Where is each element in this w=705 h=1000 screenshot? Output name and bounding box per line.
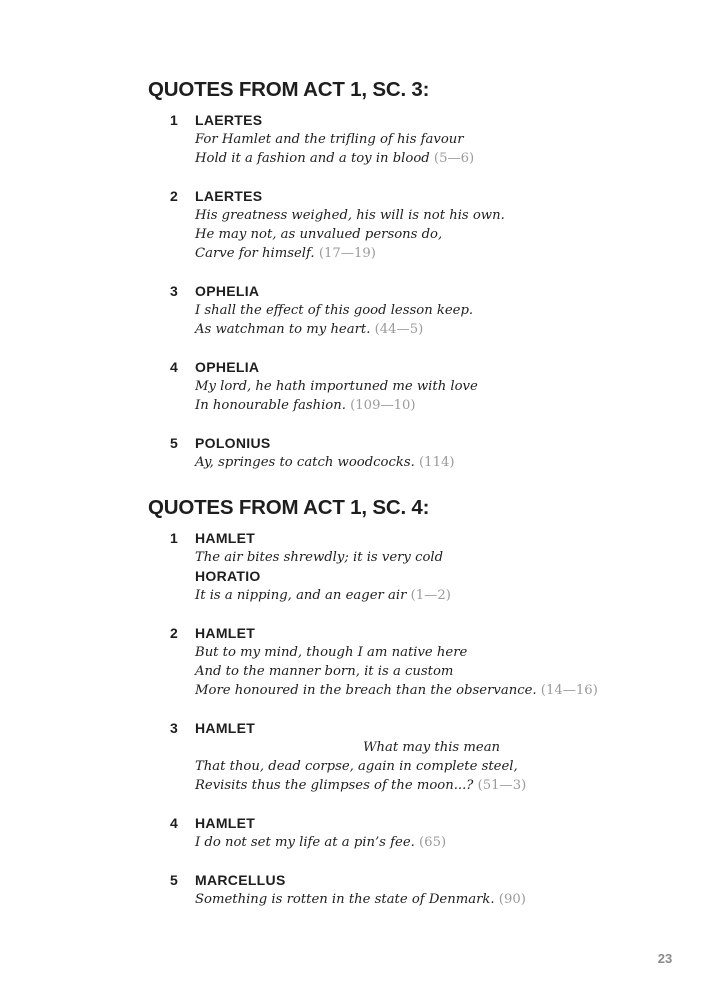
quote-text: I do not set my life at a pin’s fee. (195, 835, 415, 850)
speaker-name: HAMLET (195, 530, 256, 546)
line-reference: (17—19) (318, 246, 376, 261)
quote-line (195, 453, 668, 472)
quote-line (195, 130, 668, 149)
quote-item (148, 282, 668, 339)
quote-item (148, 111, 668, 168)
quote-line (195, 738, 668, 757)
quote-line (195, 320, 668, 339)
speaker-name: OPHELIA (195, 283, 260, 299)
line-reference: (51—3) (477, 778, 527, 793)
line-reference: (114) (419, 455, 455, 470)
quote-item (148, 434, 668, 472)
quote-line (195, 757, 668, 776)
quote-text: What may this mean (363, 740, 501, 755)
speaker-name: OPHELIA (195, 359, 260, 375)
quote-text: As watchman to my heart. (195, 322, 371, 337)
quote-item (148, 719, 668, 795)
speaker-name: HAMLET (195, 815, 256, 831)
quote-line (195, 301, 668, 320)
quote-text: Carve for himself. (195, 246, 315, 261)
quote-number: 4 (170, 815, 178, 831)
line-reference: (109—10) (350, 398, 416, 413)
quote-item (148, 358, 668, 415)
speaker-name: HORATIO (195, 568, 261, 584)
quote-text: And to the manner born, it is a custom (195, 664, 454, 679)
section-act1-scene4 (148, 495, 668, 928)
quote-item (148, 624, 668, 700)
quote-text: I shall the effect of this good lesson keep. (195, 303, 474, 318)
quote-text: The air bites shrewdly; it is very cold (195, 550, 444, 565)
quote-item (148, 814, 668, 852)
section-title: QUOTES FROM ACT 1, SC. 4: (148, 496, 430, 519)
quote-number: 2 (170, 188, 178, 204)
line-reference: (14—16) (540, 683, 598, 698)
quote-line (195, 244, 668, 263)
quote-text: He may not, as unvalued persons do, (195, 227, 443, 242)
quote-line (195, 377, 668, 396)
quote-number: 1 (170, 112, 178, 128)
quote-item (148, 187, 668, 263)
quote-number: 3 (170, 720, 178, 736)
quote-line (195, 890, 668, 909)
quote-text: For Hamlet and the trifling of his favour (195, 132, 464, 147)
page-number: 23 (657, 951, 673, 966)
quote-line (195, 548, 668, 567)
speaker-name: LAERTES (195, 188, 263, 204)
quote-text: That thou, dead corpse, again in complete steel, (195, 759, 518, 774)
quote-text: It is a nipping, and an eager air (195, 588, 407, 603)
quote-number: 4 (170, 359, 178, 375)
quote-number: 3 (170, 283, 178, 299)
quote-number: 5 (170, 435, 178, 451)
quote-number: 5 (170, 872, 178, 888)
speaker-name: POLONIUS (195, 435, 271, 451)
section-act1-scene3 (148, 77, 668, 491)
quote-text: My lord, he hath importuned me with love (195, 379, 478, 394)
line-reference: (90) (498, 892, 526, 907)
quote-number: 1 (170, 530, 178, 546)
quote-text: More honoured in the breach than the observance. (195, 683, 537, 698)
quote-line (195, 149, 668, 168)
quote-text: Ay, springes to catch woodcocks. (195, 455, 415, 470)
speaker-name: MARCELLUS (195, 872, 286, 888)
quote-line (195, 681, 668, 700)
speaker-name: LAERTES (195, 112, 263, 128)
speaker-name: HAMLET (195, 625, 256, 641)
quote-item (148, 529, 668, 605)
quote-line (195, 833, 668, 852)
quote-text: In honourable fashion. (195, 398, 346, 413)
quote-text: Hold it a fashion and a toy in blood (195, 151, 430, 166)
quote-line (195, 206, 668, 225)
quote-line (195, 225, 668, 244)
quote-line (195, 662, 668, 681)
quote-text: Revisits thus the glimpses of the moon...? (195, 778, 474, 793)
quote-item (148, 871, 668, 909)
quote-text: Something is rotten in the state of Denmark. (195, 892, 495, 907)
line-reference: (65) (419, 835, 447, 850)
line-reference: (1—2) (410, 588, 451, 603)
section-title: QUOTES FROM ACT 1, SC. 3: (148, 78, 430, 101)
quote-text: His greatness weighed, his will is not his own. (195, 208, 505, 223)
quote-line (195, 396, 668, 415)
quote-text: But to my mind, though I am native here (195, 645, 468, 660)
quote-line (195, 586, 668, 605)
quote-number: 2 (170, 625, 178, 641)
line-reference: (5—6) (433, 151, 475, 166)
quote-line (195, 776, 668, 795)
line-reference: (44—5) (374, 322, 424, 337)
quote-line (195, 643, 668, 662)
speaker-name: HAMLET (195, 720, 256, 736)
